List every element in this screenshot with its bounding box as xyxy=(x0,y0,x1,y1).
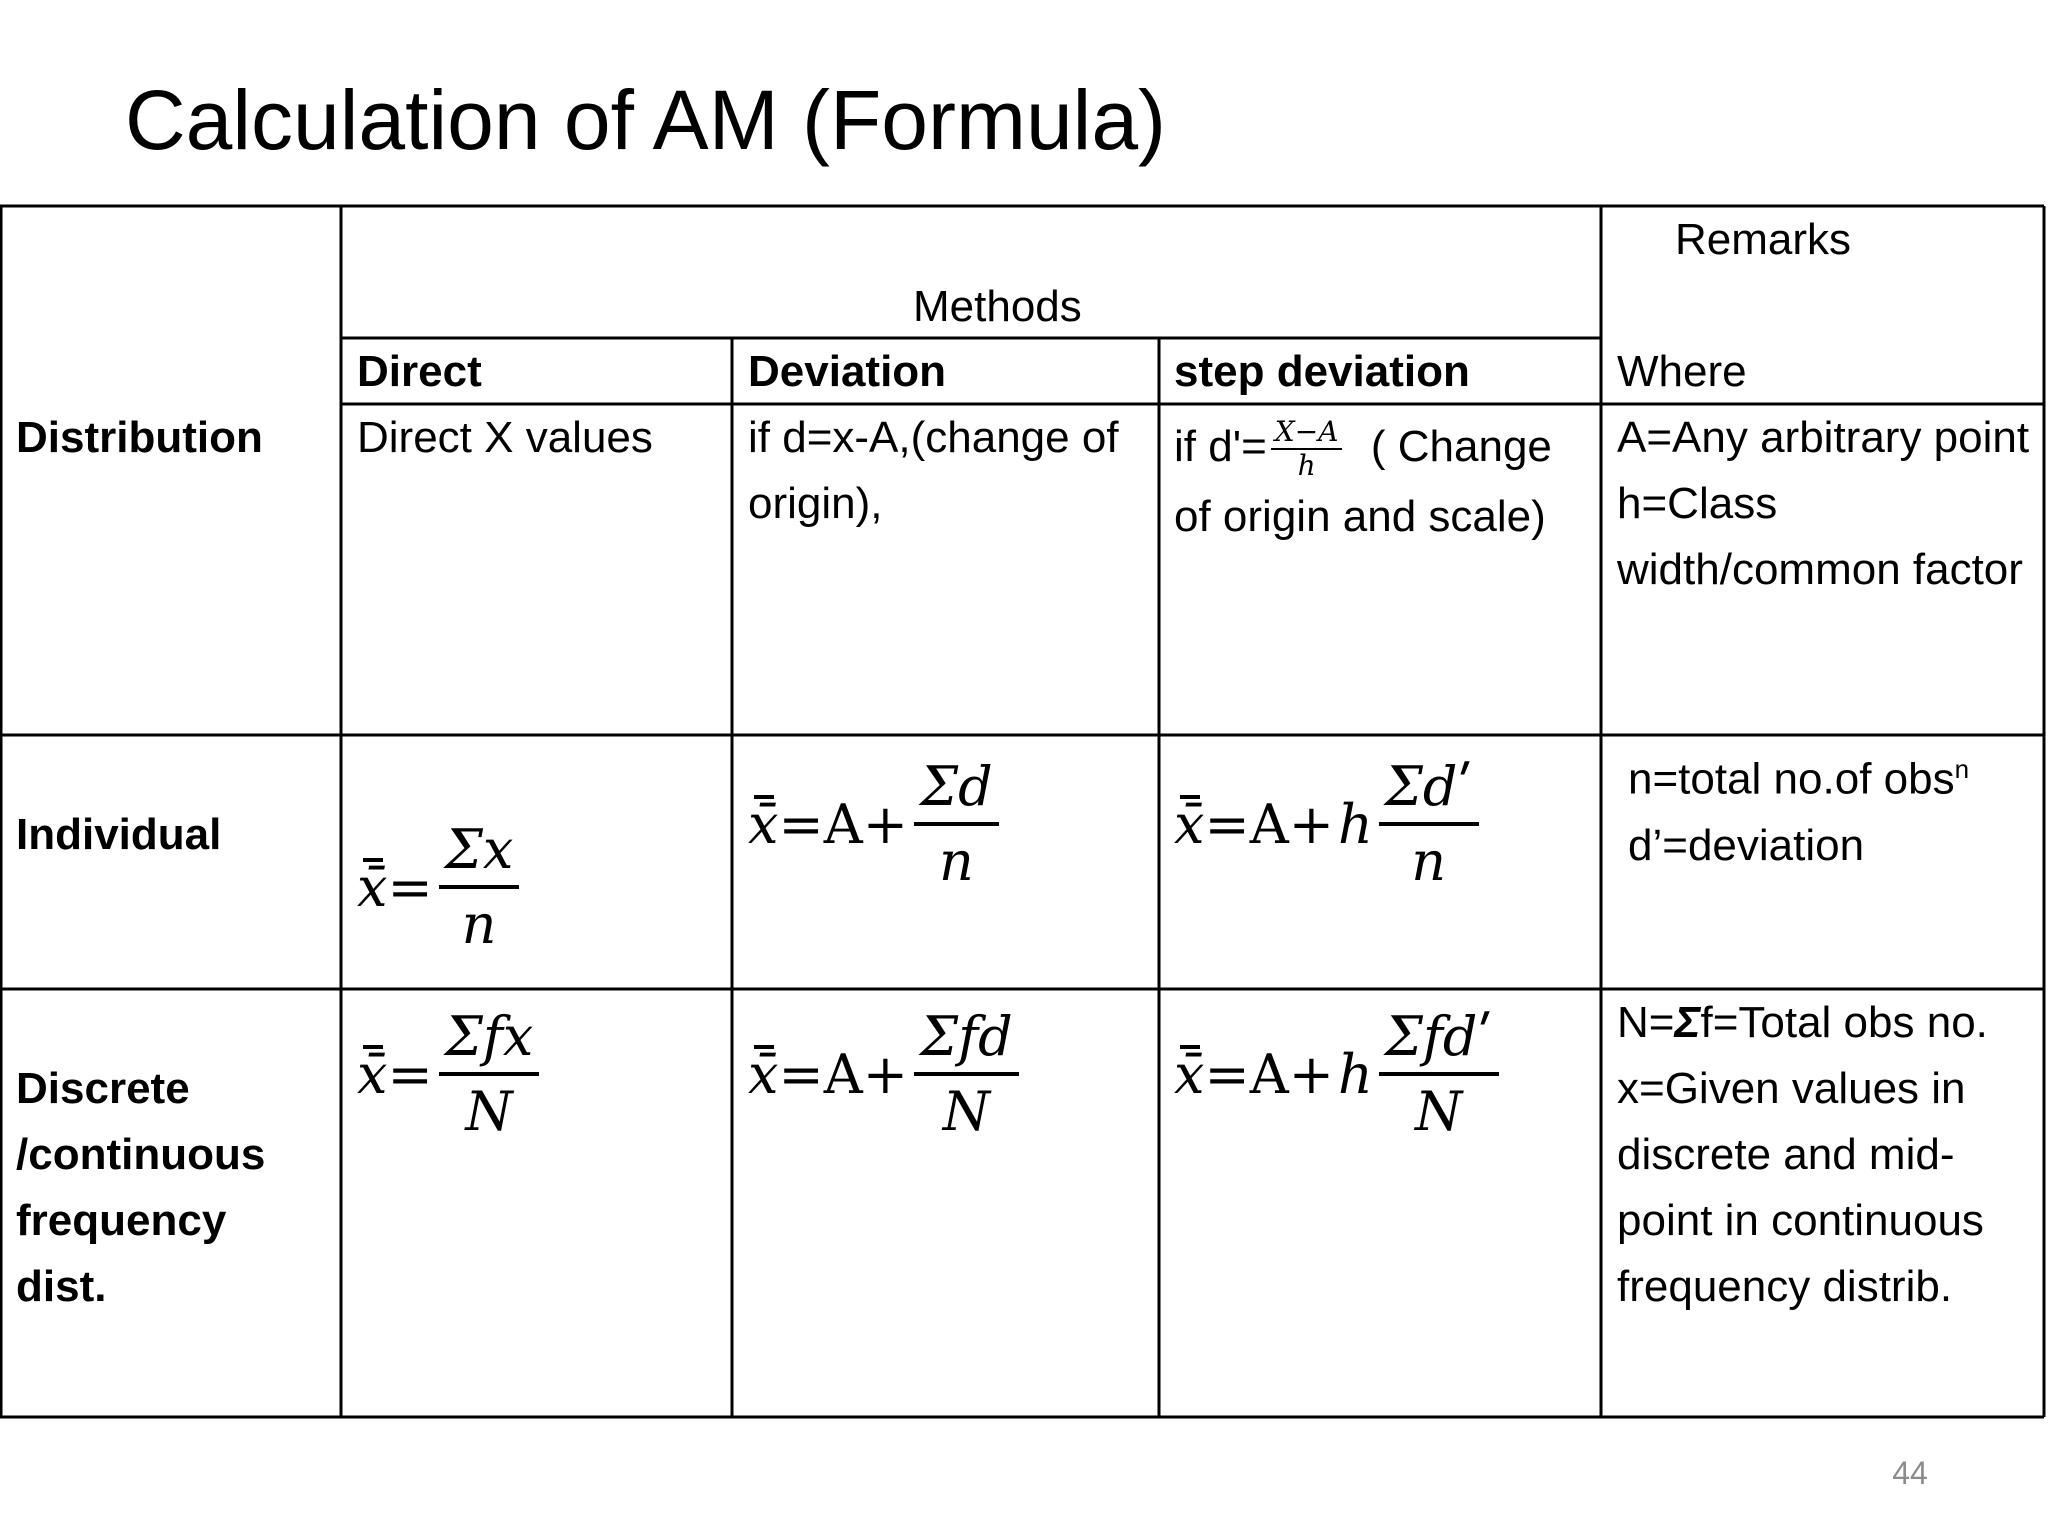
remark-n-prefix: N= xyxy=(1617,998,1675,1047)
formula-denominator: n xyxy=(1411,830,1447,893)
formula-lhs: x̄ xyxy=(357,855,388,919)
header-remarks: Remarks xyxy=(1675,215,1852,264)
formula-individual-direct xyxy=(357,818,519,956)
definition-deviation: if d=x-A,(change of origin), xyxy=(748,413,1119,528)
header-direct: Direct xyxy=(357,347,482,396)
formula-lhs: x̄ xyxy=(1174,792,1205,856)
remarks-individual xyxy=(1628,736,2038,879)
step-suffix: ( Change of origin and scale) xyxy=(1174,422,1552,542)
remark-rest: f=Total obs no. x=Given values in discrete and mid-point in continuous frequency distrib. xyxy=(1617,998,1988,1311)
remark-d: d’=deviation xyxy=(1628,820,1865,870)
formula-eq: = xyxy=(387,1042,433,1106)
definition-step-deviation xyxy=(1174,412,1598,552)
formula-fraction xyxy=(914,1005,1019,1143)
formula-lhs: x̄ xyxy=(748,1042,779,1106)
remark-a: A=Any arbitrary point xyxy=(1617,413,2030,462)
formula-eq: =A+ xyxy=(778,1042,908,1106)
header-step-deviation: step deviation xyxy=(1174,347,1470,396)
formula-fraction xyxy=(439,1005,540,1143)
header-methods: Methods xyxy=(913,282,1082,331)
formula-discrete-direct xyxy=(357,1005,539,1143)
formula-fraction xyxy=(439,818,520,956)
remark-n-sup: n xyxy=(1954,754,1970,784)
remark-h: h=Class width/common factor xyxy=(1617,479,2023,594)
formula-fraction xyxy=(914,755,999,893)
formula-denominator: N xyxy=(1415,1080,1463,1143)
remarks-definitions xyxy=(1617,405,2037,603)
page-number: 44 xyxy=(1892,1455,1928,1491)
formula-eq: =A+ xyxy=(778,792,908,856)
remarks-discrete xyxy=(1617,990,2037,1320)
remark-sigma: Σ xyxy=(1674,998,1701,1047)
formula-numerator: Σfx xyxy=(439,1005,540,1076)
definition-direct: Direct X values xyxy=(357,413,653,462)
formula-eq: = xyxy=(387,855,433,919)
formula-individual-step xyxy=(1174,755,1479,893)
header-deviation: Deviation xyxy=(748,347,947,396)
formula-numerator: Σfdʹ xyxy=(1379,1005,1499,1076)
formula-h: h xyxy=(1337,1042,1373,1106)
formula-denominator: N xyxy=(465,1080,513,1143)
formula-individual-deviation xyxy=(748,755,999,893)
formula-eq: =A+ xyxy=(1204,1042,1334,1106)
formula-lhs: x̄ xyxy=(748,792,779,856)
formula-numerator: Σx xyxy=(439,818,520,889)
step-fraction-num: X−A xyxy=(1271,416,1343,450)
formula-h: h xyxy=(1337,792,1373,856)
formula-denominator: n xyxy=(461,893,497,956)
label-distribution: Distribution xyxy=(16,413,263,462)
formula-numerator: Σd xyxy=(914,755,999,826)
formula-eq: =A+ xyxy=(1204,792,1334,856)
step-prefix: if d'= xyxy=(1174,422,1267,471)
slide-title: Calculation of AM (Formula) xyxy=(125,73,1167,167)
formula-discrete-deviation xyxy=(748,1005,1019,1143)
formula-lhs: x̄ xyxy=(1174,1042,1205,1106)
formula-numerator: Σfd xyxy=(914,1005,1019,1076)
remark-n: n=total no.of obs xyxy=(1628,754,1955,804)
formula-denominator: n xyxy=(938,830,974,893)
label-individual: Individual xyxy=(16,810,222,859)
step-fraction-den: h xyxy=(1297,449,1316,483)
formula-lhs: x̄ xyxy=(357,1042,388,1106)
formula-numerator: Σdʹ xyxy=(1379,755,1479,826)
header-where: Where xyxy=(1617,347,1747,396)
formula-fraction xyxy=(1379,755,1479,893)
formula-denominator: N xyxy=(942,1080,990,1143)
formula-discrete-step xyxy=(1174,1005,1499,1143)
step-fraction xyxy=(1271,416,1343,482)
formula-fraction xyxy=(1379,1005,1499,1143)
label-discrete: Discrete /continuous frequency dist. xyxy=(16,1064,266,1311)
